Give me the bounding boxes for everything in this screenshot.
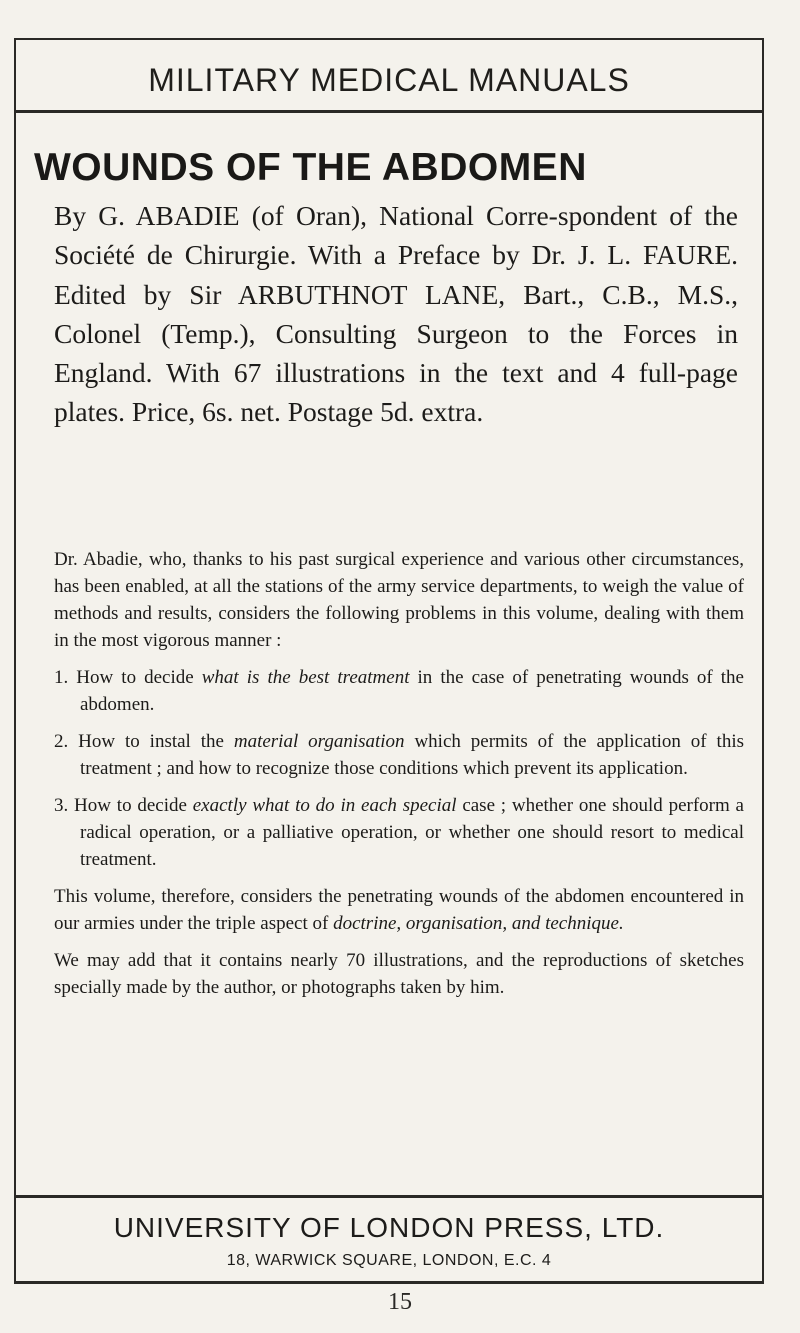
item-text: case ; whether one should perform a radical operation, or a palliative operation, or whether one should resort to medical treatment.: [80, 795, 744, 870]
item-text: 1. How to decide: [54, 667, 202, 688]
byline: By G. ABADIE (of Oran), National Corre-spondent of the Société de Chirurgie. With a Preface by Dr. J. L. FAURE. Edited by Sir ARBUTHNOT LANE, Bart., C.B., M.S., Colonel (Temp.), Consulting Surgeon to the Forces in England. With 67 illustrations in the text and 4 full-page plates. Price, 6s. net. Postage 5d. extra.: [54, 200, 738, 428]
description-intro: Dr. Abadie, who, thanks to his past surgical experience and various other circumstances, has been enabled, at all the stations of the army service departments, to weigh the value of methods and results, considers the following problems in this volume, dealing with them in the most vigorous manner :: [54, 549, 744, 651]
list-item: [54, 728, 744, 782]
list-item: [54, 792, 744, 873]
item-text: which permits of the application of this treatment ; and how to recognize those conditions which prevent its application.: [80, 731, 744, 779]
item-text: 3. How to decide: [54, 795, 193, 816]
item-emphasis: material organisation: [233, 731, 405, 752]
item-text: 2. How to instal the: [54, 731, 234, 752]
advertisement-frame: [14, 38, 764, 1284]
description-illustrations: We may add that it contains nearly 70 illustrations, and the reproductions of sketches specially made by the author, or photographs taken by him.: [54, 950, 744, 998]
top-divider: [16, 110, 762, 113]
description-summary: [54, 883, 744, 937]
summary-emphasis: doctrine, organisation, and technique.: [333, 913, 624, 934]
series-title: MILITARY MEDICAL MANUALS: [148, 62, 630, 98]
publisher-name: UNIVERSITY OF LONDON PRESS, LTD.: [113, 1212, 665, 1243]
item-emphasis: what is the best treatment: [201, 667, 410, 688]
bottom-divider: [16, 1195, 762, 1198]
list-item: [54, 664, 744, 718]
description: [54, 546, 744, 1011]
item-text: in the case of penetrating wounds of the abdomen.: [80, 667, 744, 715]
summary-text: This volume, therefore, considers the penetrating wounds of the abdomen encountered in our armies under the triple aspect of: [54, 886, 744, 934]
book-title: WOUNDS OF THE ABDOMEN: [34, 146, 587, 189]
item-emphasis: exactly what to do in each special: [192, 795, 457, 816]
publisher-address: 18, WARWICK SQUARE, LONDON, E.C. 4: [226, 1252, 552, 1269]
page-number: 15: [388, 1289, 412, 1315]
